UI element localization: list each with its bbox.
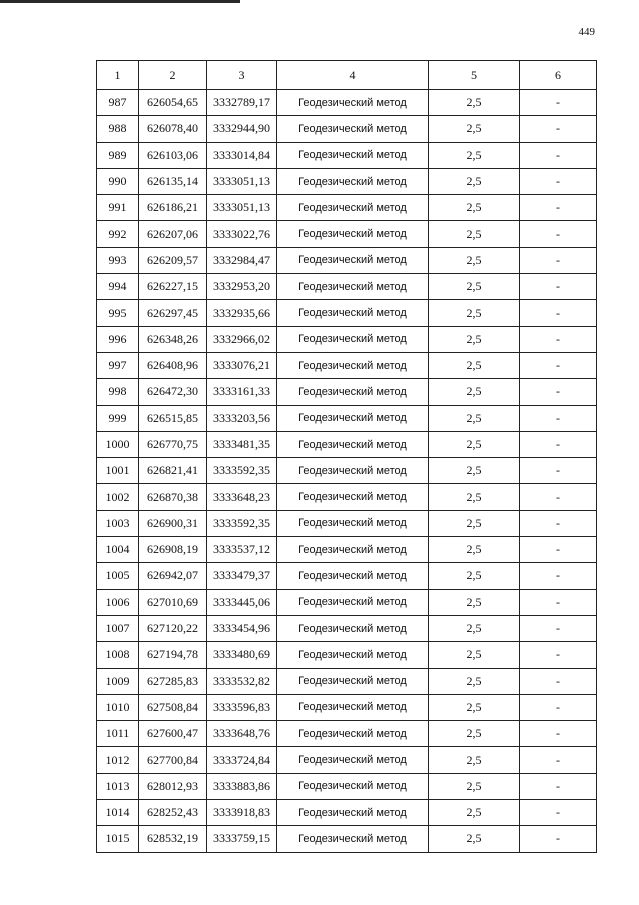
precision-cell: 2,5 <box>429 826 520 852</box>
note-cell: - <box>520 747 597 773</box>
note-cell: - <box>520 326 597 352</box>
y-coordinate-cell: 3333051,13 <box>207 195 277 221</box>
table-row <box>97 668 597 694</box>
y-coordinate-cell: 3333592,35 <box>207 458 277 484</box>
precision-cell: 2,5 <box>429 747 520 773</box>
x-coordinate-cell: 627285,83 <box>139 668 207 694</box>
table-row <box>97 747 597 773</box>
precision-cell: 2,5 <box>429 431 520 457</box>
point-number-cell: 994 <box>97 274 139 300</box>
precision-cell: 2,5 <box>429 563 520 589</box>
note-cell: - <box>520 773 597 799</box>
y-coordinate-cell: 3332935,66 <box>207 300 277 326</box>
precision-cell: 2,5 <box>429 221 520 247</box>
method-cell: Геодезический метод <box>277 300 429 326</box>
table-row <box>97 800 597 826</box>
x-coordinate-cell: 626227,15 <box>139 274 207 300</box>
y-coordinate-cell: 3333918,83 <box>207 800 277 826</box>
table-row <box>97 615 597 641</box>
y-coordinate-cell: 3332953,20 <box>207 274 277 300</box>
table-row <box>97 589 597 615</box>
x-coordinate-cell: 628252,43 <box>139 800 207 826</box>
table-row <box>97 694 597 720</box>
note-cell: - <box>520 537 597 563</box>
x-coordinate-cell: 627600,47 <box>139 721 207 747</box>
table-row <box>97 300 597 326</box>
point-number-cell: 988 <box>97 116 139 142</box>
point-number-cell: 1007 <box>97 615 139 641</box>
note-cell: - <box>520 379 597 405</box>
point-number-cell: 1014 <box>97 800 139 826</box>
note-cell: - <box>520 352 597 378</box>
scan-edge-mark <box>0 0 240 3</box>
precision-cell: 2,5 <box>429 247 520 273</box>
y-coordinate-cell: 3333161,33 <box>207 379 277 405</box>
method-cell: Геодезический метод <box>277 247 429 273</box>
y-coordinate-cell: 3333454,96 <box>207 615 277 641</box>
x-coordinate-cell: 626770,75 <box>139 431 207 457</box>
note-cell: - <box>520 589 597 615</box>
column-header: 3 <box>207 61 277 90</box>
x-coordinate-cell: 627508,84 <box>139 694 207 720</box>
precision-cell: 2,5 <box>429 800 520 826</box>
method-cell: Геодезический метод <box>277 694 429 720</box>
note-cell: - <box>520 247 597 273</box>
y-coordinate-cell: 3333022,76 <box>207 221 277 247</box>
table-row <box>97 326 597 352</box>
table-row <box>97 274 597 300</box>
table-row <box>97 484 597 510</box>
note-cell: - <box>520 405 597 431</box>
table-row <box>97 168 597 194</box>
precision-cell: 2,5 <box>429 694 520 720</box>
point-number-cell: 991 <box>97 195 139 221</box>
x-coordinate-cell: 628012,93 <box>139 773 207 799</box>
y-coordinate-cell: 3333648,23 <box>207 484 277 510</box>
column-header: 2 <box>139 61 207 90</box>
x-coordinate-cell: 626054,65 <box>139 90 207 116</box>
method-cell: Геодезический метод <box>277 458 429 484</box>
table-row <box>97 773 597 799</box>
precision-cell: 2,5 <box>429 142 520 168</box>
point-number-cell: 1008 <box>97 642 139 668</box>
method-cell: Геодезический метод <box>277 405 429 431</box>
point-number-cell: 1006 <box>97 589 139 615</box>
table-row <box>97 510 597 536</box>
x-coordinate-cell: 626209,57 <box>139 247 207 273</box>
x-coordinate-cell: 626821,41 <box>139 458 207 484</box>
x-coordinate-cell: 626870,38 <box>139 484 207 510</box>
y-coordinate-cell: 3333592,35 <box>207 510 277 536</box>
method-cell: Геодезический метод <box>277 274 429 300</box>
table-row <box>97 116 597 142</box>
y-coordinate-cell: 3333445,06 <box>207 589 277 615</box>
y-coordinate-cell: 3333051,13 <box>207 168 277 194</box>
method-cell: Геодезический метод <box>277 537 429 563</box>
precision-cell: 2,5 <box>429 668 520 694</box>
precision-cell: 2,5 <box>429 90 520 116</box>
point-number-cell: 1003 <box>97 510 139 536</box>
x-coordinate-cell: 627194,78 <box>139 642 207 668</box>
note-cell: - <box>520 615 597 641</box>
method-cell: Геодезический метод <box>277 615 429 641</box>
method-cell: Геодезический метод <box>277 379 429 405</box>
x-coordinate-cell: 626515,85 <box>139 405 207 431</box>
y-coordinate-cell: 3333883,86 <box>207 773 277 799</box>
table-row <box>97 90 597 116</box>
x-coordinate-cell: 626135,14 <box>139 168 207 194</box>
point-number-cell: 990 <box>97 168 139 194</box>
point-number-cell: 1015 <box>97 826 139 852</box>
note-cell: - <box>520 274 597 300</box>
table-row <box>97 458 597 484</box>
x-coordinate-cell: 628532,19 <box>139 826 207 852</box>
method-cell: Геодезический метод <box>277 116 429 142</box>
note-cell: - <box>520 221 597 247</box>
table-row <box>97 352 597 378</box>
point-number-cell: 1004 <box>97 537 139 563</box>
precision-cell: 2,5 <box>429 405 520 431</box>
precision-cell: 2,5 <box>429 352 520 378</box>
note-cell: - <box>520 826 597 852</box>
y-coordinate-cell: 3332966,02 <box>207 326 277 352</box>
method-cell: Геодезический метод <box>277 800 429 826</box>
y-coordinate-cell: 3333724,84 <box>207 747 277 773</box>
point-number-cell: 993 <box>97 247 139 273</box>
method-cell: Геодезический метод <box>277 142 429 168</box>
method-cell: Геодезический метод <box>277 352 429 378</box>
table-row <box>97 563 597 589</box>
table-row <box>97 826 597 852</box>
precision-cell: 2,5 <box>429 721 520 747</box>
column-header: 5 <box>429 61 520 90</box>
y-coordinate-cell: 3333481,35 <box>207 431 277 457</box>
y-coordinate-cell: 3333479,37 <box>207 563 277 589</box>
point-number-cell: 1005 <box>97 563 139 589</box>
method-cell: Геодезический метод <box>277 431 429 457</box>
method-cell: Геодезический метод <box>277 668 429 694</box>
point-number-cell: 1009 <box>97 668 139 694</box>
precision-cell: 2,5 <box>429 300 520 326</box>
point-number-cell: 987 <box>97 90 139 116</box>
x-coordinate-cell: 627120,22 <box>139 615 207 641</box>
method-cell: Геодезический метод <box>277 721 429 747</box>
y-coordinate-cell: 3332789,17 <box>207 90 277 116</box>
point-number-cell: 1001 <box>97 458 139 484</box>
point-number-cell: 999 <box>97 405 139 431</box>
note-cell: - <box>520 90 597 116</box>
method-cell: Геодезический метод <box>277 563 429 589</box>
note-cell: - <box>520 694 597 720</box>
note-cell: - <box>520 642 597 668</box>
precision-cell: 2,5 <box>429 589 520 615</box>
point-number-cell: 992 <box>97 221 139 247</box>
note-cell: - <box>520 668 597 694</box>
table-row <box>97 537 597 563</box>
point-number-cell: 1011 <box>97 721 139 747</box>
note-cell: - <box>520 510 597 536</box>
precision-cell: 2,5 <box>429 510 520 536</box>
method-cell: Геодезический метод <box>277 168 429 194</box>
method-cell: Геодезический метод <box>277 90 429 116</box>
precision-cell: 2,5 <box>429 537 520 563</box>
note-cell: - <box>520 563 597 589</box>
table-header-row <box>97 61 597 90</box>
table-row <box>97 379 597 405</box>
x-coordinate-cell: 626103,06 <box>139 142 207 168</box>
table-row <box>97 195 597 221</box>
column-header: 6 <box>520 61 597 90</box>
method-cell: Геодезический метод <box>277 773 429 799</box>
x-coordinate-cell: 626207,06 <box>139 221 207 247</box>
x-coordinate-cell: 626078,40 <box>139 116 207 142</box>
y-coordinate-cell: 3333596,83 <box>207 694 277 720</box>
table-row <box>97 247 597 273</box>
point-number-cell: 1012 <box>97 747 139 773</box>
method-cell: Геодезический метод <box>277 747 429 773</box>
x-coordinate-cell: 626900,31 <box>139 510 207 536</box>
coordinates-table <box>96 60 597 853</box>
x-coordinate-cell: 626942,07 <box>139 563 207 589</box>
point-number-cell: 997 <box>97 352 139 378</box>
precision-cell: 2,5 <box>429 773 520 799</box>
precision-cell: 2,5 <box>429 615 520 641</box>
precision-cell: 2,5 <box>429 326 520 352</box>
method-cell: Геодезический метод <box>277 326 429 352</box>
precision-cell: 2,5 <box>429 116 520 142</box>
y-coordinate-cell: 3333203,56 <box>207 405 277 431</box>
point-number-cell: 1010 <box>97 694 139 720</box>
x-coordinate-cell: 627700,84 <box>139 747 207 773</box>
page-number: 449 <box>578 26 595 38</box>
precision-cell: 2,5 <box>429 458 520 484</box>
precision-cell: 2,5 <box>429 195 520 221</box>
note-cell: - <box>520 300 597 326</box>
method-cell: Геодезический метод <box>277 195 429 221</box>
table-body <box>97 90 597 853</box>
precision-cell: 2,5 <box>429 168 520 194</box>
y-coordinate-cell: 3332944,90 <box>207 116 277 142</box>
y-coordinate-cell: 3332984,47 <box>207 247 277 273</box>
method-cell: Геодезический метод <box>277 826 429 852</box>
table-row <box>97 642 597 668</box>
table-row <box>97 142 597 168</box>
table-row <box>97 431 597 457</box>
y-coordinate-cell: 3333648,76 <box>207 721 277 747</box>
y-coordinate-cell: 3333076,21 <box>207 352 277 378</box>
point-number-cell: 996 <box>97 326 139 352</box>
point-number-cell: 1002 <box>97 484 139 510</box>
column-header: 1 <box>97 61 139 90</box>
y-coordinate-cell: 3333759,15 <box>207 826 277 852</box>
precision-cell: 2,5 <box>429 379 520 405</box>
note-cell: - <box>520 484 597 510</box>
note-cell: - <box>520 116 597 142</box>
table-row <box>97 405 597 431</box>
x-coordinate-cell: 626408,96 <box>139 352 207 378</box>
note-cell: - <box>520 195 597 221</box>
point-number-cell: 995 <box>97 300 139 326</box>
point-number-cell: 1000 <box>97 431 139 457</box>
x-coordinate-cell: 626348,26 <box>139 326 207 352</box>
note-cell: - <box>520 458 597 484</box>
y-coordinate-cell: 3333537,12 <box>207 537 277 563</box>
precision-cell: 2,5 <box>429 642 520 668</box>
precision-cell: 2,5 <box>429 484 520 510</box>
note-cell: - <box>520 168 597 194</box>
method-cell: Геодезический метод <box>277 589 429 615</box>
point-number-cell: 998 <box>97 379 139 405</box>
x-coordinate-cell: 626186,21 <box>139 195 207 221</box>
point-number-cell: 1013 <box>97 773 139 799</box>
y-coordinate-cell: 3333532,82 <box>207 668 277 694</box>
x-coordinate-cell: 627010,69 <box>139 589 207 615</box>
x-coordinate-cell: 626908,19 <box>139 537 207 563</box>
precision-cell: 2,5 <box>429 274 520 300</box>
column-header: 4 <box>277 61 429 90</box>
note-cell: - <box>520 431 597 457</box>
x-coordinate-cell: 626297,45 <box>139 300 207 326</box>
y-coordinate-cell: 3333014,84 <box>207 142 277 168</box>
table-row <box>97 721 597 747</box>
table-row <box>97 221 597 247</box>
method-cell: Геодезический метод <box>277 642 429 668</box>
method-cell: Геодезический метод <box>277 221 429 247</box>
x-coordinate-cell: 626472,30 <box>139 379 207 405</box>
method-cell: Геодезический метод <box>277 484 429 510</box>
note-cell: - <box>520 800 597 826</box>
method-cell: Геодезический метод <box>277 510 429 536</box>
point-number-cell: 989 <box>97 142 139 168</box>
y-coordinate-cell: 3333480,69 <box>207 642 277 668</box>
note-cell: - <box>520 721 597 747</box>
note-cell: - <box>520 142 597 168</box>
